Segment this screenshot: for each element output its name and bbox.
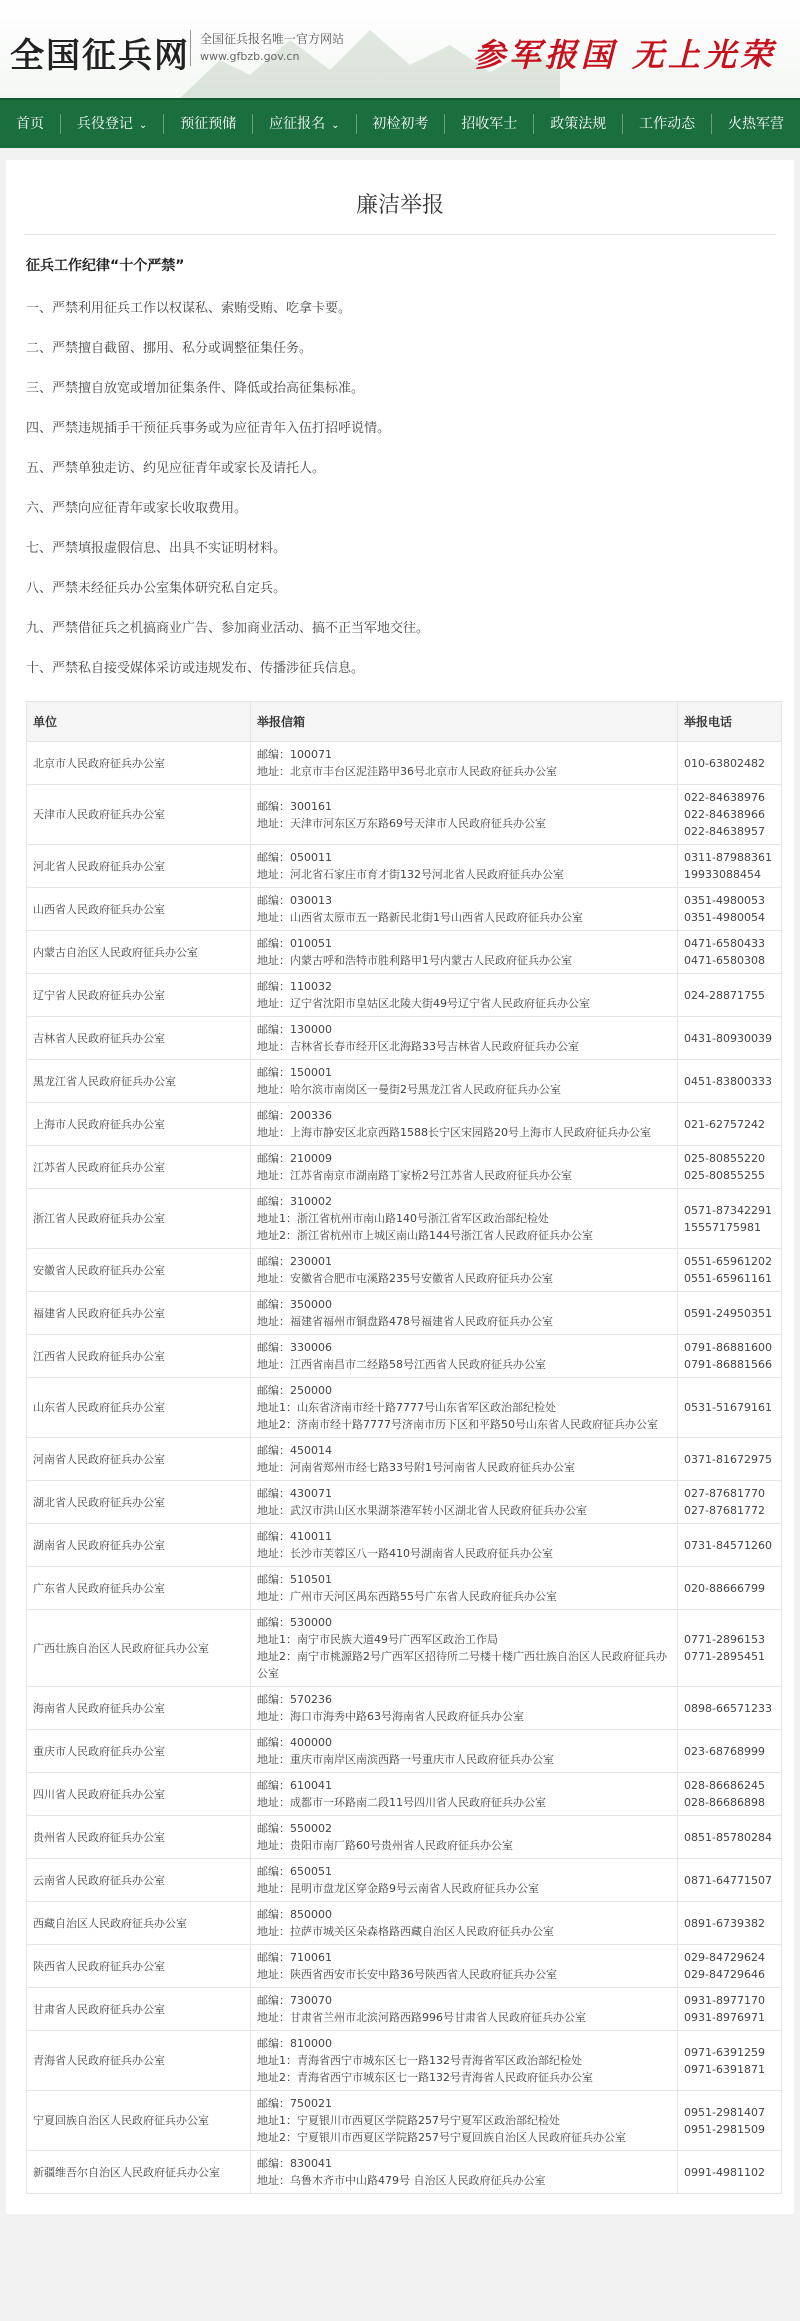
nav-item-policy[interactable] bbox=[534, 99, 622, 149]
unit-cell: 甘肃省人民政府征兵办公室 bbox=[27, 1988, 251, 2031]
phone-number: 0551-65961202 bbox=[684, 1255, 772, 1268]
mailbox-line: 邮编：710061 bbox=[257, 1951, 332, 1964]
mailbox-cell bbox=[251, 1524, 678, 1567]
phone-number: 0771-2896153 bbox=[684, 1633, 765, 1646]
mailbox-line: 邮编：810000 bbox=[257, 2037, 332, 2050]
mailbox-line: 邮编：650051 bbox=[257, 1865, 332, 1878]
nav-label: 招收军士 bbox=[461, 116, 518, 132]
discipline-rules bbox=[6, 235, 794, 689]
phone-number: 0371-81672975 bbox=[684, 1452, 772, 1466]
phone-cell bbox=[678, 1438, 782, 1481]
phone-cell bbox=[678, 1730, 782, 1773]
phone-number: 023-68768999 bbox=[684, 1744, 765, 1758]
phone-number: 027-87681770 bbox=[684, 1487, 765, 1500]
mailbox-line: 地址：内蒙古呼和浩特市胜利路甲1号内蒙古人民政府征兵办公室 bbox=[257, 954, 572, 967]
phone-cell bbox=[678, 1189, 782, 1249]
mailbox-line: 地址2：浙江省杭州市上城区南山路144号浙江省人民政府征兵办公室 bbox=[257, 1229, 593, 1242]
mailbox-line: 地址：武汉市洪山区水果湖茶港军转小区湖北省人民政府征兵办公室 bbox=[257, 1504, 587, 1517]
phone-number: 022-84638966 bbox=[684, 808, 765, 821]
mailbox-line: 地址：北京市丰台区泥洼路甲36号北京市人民政府征兵办公室 bbox=[257, 765, 557, 778]
phone-number: 0351-4980053 bbox=[684, 894, 765, 907]
phone-number: 0971-6391259 bbox=[684, 2045, 765, 2059]
table-row bbox=[27, 1438, 782, 1481]
mailbox-line: 邮编：730070 bbox=[257, 1994, 332, 2007]
nav-item-registration[interactable] bbox=[61, 99, 163, 149]
mailbox-line: 地址：广州市天河区禺东西路55号广东省人民政府征兵办公室 bbox=[257, 1590, 557, 1603]
phone-number: 010-63802482 bbox=[684, 756, 765, 770]
mailbox-line: 地址：成都市一环路南二段11号四川省人民政府征兵办公室 bbox=[257, 1796, 546, 1809]
phone-cell bbox=[678, 1816, 782, 1859]
mailbox-cell bbox=[251, 1292, 678, 1335]
table-row bbox=[27, 1773, 782, 1816]
phone-cell bbox=[678, 1859, 782, 1902]
mailbox-line: 地址：昆明市盘龙区穿金路9号云南省人民政府征兵办公室 bbox=[257, 1882, 539, 1895]
unit-cell: 四川省人民政府征兵办公室 bbox=[27, 1773, 251, 1816]
mailbox-line: 邮编：110032 bbox=[257, 980, 332, 993]
phone-cell bbox=[678, 1146, 782, 1189]
mailbox-line: 地址2：宁夏银川市西夏区学院路257号宁夏回族自治区人民政府征兵办公室 bbox=[257, 2131, 626, 2144]
phone-cell bbox=[678, 845, 782, 888]
mailbox-line: 邮编：210009 bbox=[257, 1152, 332, 1165]
mailbox-line: 邮编：230001 bbox=[257, 1255, 332, 1268]
mailbox-cell bbox=[251, 1902, 678, 1945]
mailbox-line: 地址：陕西省西安市长安中路36号陕西省人民政府征兵办公室 bbox=[257, 1968, 557, 1981]
mailbox-line: 地址：天津市河东区万东路69号天津市人民政府征兵办公室 bbox=[257, 816, 546, 830]
phone-cell bbox=[678, 1378, 782, 1438]
mailbox-line: 邮编：030013 bbox=[257, 894, 332, 907]
table-row bbox=[27, 888, 782, 931]
phone-number: 029-84729646 bbox=[684, 1968, 765, 1981]
phone-number: 0771-2895451 bbox=[684, 1650, 765, 1663]
unit-cell: 青海省人民政府征兵办公室 bbox=[27, 2031, 251, 2091]
unit-cell: 山西省人民政府征兵办公室 bbox=[27, 888, 251, 931]
mailbox-cell bbox=[251, 974, 678, 1017]
mailbox-cell bbox=[251, 2031, 678, 2091]
unit-cell: 贵州省人民政府征兵办公室 bbox=[27, 1816, 251, 1859]
unit-cell: 江苏省人民政府征兵办公室 bbox=[27, 1146, 251, 1189]
rules-heading: 征兵工作纪律“十个严禁” bbox=[26, 258, 185, 274]
unit-cell: 山东省人民政府征兵办公室 bbox=[27, 1378, 251, 1438]
article-content bbox=[6, 160, 794, 2214]
phone-number: 020-88666799 bbox=[684, 1581, 765, 1595]
mailbox-line: 地址：江西省南昌市二经路58号江西省人民政府征兵办公室 bbox=[257, 1358, 546, 1371]
table-row bbox=[27, 1481, 782, 1524]
chevron-down-icon: ⌄ bbox=[138, 120, 148, 131]
page-title: 廉洁举报 bbox=[355, 193, 444, 218]
table-row bbox=[27, 931, 782, 974]
unit-cell: 内蒙古自治区人民政府征兵办公室 bbox=[27, 931, 251, 974]
main-navigation bbox=[0, 98, 800, 148]
mailbox-cell bbox=[251, 1687, 678, 1730]
mailbox-line: 邮编：510501 bbox=[257, 1573, 332, 1586]
table-row bbox=[27, 2151, 782, 2194]
rule-item: 三、严禁擅自放宽或增加征集条件、降低或抬高征集标准。 bbox=[26, 381, 365, 396]
mailbox-cell bbox=[251, 1017, 678, 1060]
mailbox-line: 邮编：250000 bbox=[257, 1384, 332, 1397]
phone-cell bbox=[678, 2031, 782, 2091]
phone-number: 0591-24950351 bbox=[684, 1306, 772, 1320]
mailbox-cell bbox=[251, 1610, 678, 1687]
mailbox-cell bbox=[251, 1481, 678, 1524]
phone-cell bbox=[678, 1249, 782, 1292]
table-row bbox=[27, 1859, 782, 1902]
site-header bbox=[0, 0, 800, 98]
mailbox-line: 地址：乌鲁木齐市中山路479号 自治区人民政府征兵办公室 bbox=[257, 2174, 546, 2187]
mailbox-line: 邮编：450014 bbox=[257, 1444, 332, 1457]
mailbox-line: 地址：海口市海秀中路63号海南省人民政府征兵办公室 bbox=[257, 1710, 524, 1723]
unit-cell: 天津市人民政府征兵办公室 bbox=[27, 785, 251, 845]
phone-number: 0851-85780284 bbox=[684, 1830, 772, 1844]
table-row bbox=[27, 974, 782, 1017]
unit-cell: 江西省人民政府征兵办公室 bbox=[27, 1335, 251, 1378]
phone-number: 0551-65961161 bbox=[684, 1272, 772, 1285]
mailbox-line: 邮编：430071 bbox=[257, 1487, 332, 1500]
table-row bbox=[27, 1988, 782, 2031]
phone-cell bbox=[678, 1687, 782, 1730]
site-logo[interactable]: 全国征兵网 bbox=[10, 36, 190, 76]
unit-cell: 广西壮族自治区人民政府征兵办公室 bbox=[27, 1610, 251, 1687]
phone-cell bbox=[678, 1902, 782, 1945]
unit-cell: 海南省人民政府征兵办公室 bbox=[27, 1687, 251, 1730]
mailbox-cell bbox=[251, 2151, 678, 2194]
mailbox-line: 邮编：410011 bbox=[257, 1530, 332, 1543]
table-row bbox=[27, 1567, 782, 1610]
phone-number: 022-84638976 bbox=[684, 791, 765, 804]
mailbox-cell bbox=[251, 1859, 678, 1902]
logo-divider bbox=[190, 30, 191, 66]
phone-cell bbox=[678, 1988, 782, 2031]
mailbox-line: 邮编：750021 bbox=[257, 2097, 332, 2110]
unit-cell: 安徽省人民政府征兵办公室 bbox=[27, 1249, 251, 1292]
rule-item: 十、严禁私自接受媒体采访或违规发布、传播涉征兵信息。 bbox=[26, 661, 365, 676]
phone-cell bbox=[678, 2091, 782, 2151]
rule-item: 六、严禁向应征青年或家长收取费用。 bbox=[26, 501, 248, 516]
mailbox-line: 邮编：830041 bbox=[257, 2157, 332, 2170]
phone-number: 0871-64771507 bbox=[684, 1873, 772, 1887]
mailbox-cell bbox=[251, 1189, 678, 1249]
mailbox-line: 邮编：350000 bbox=[257, 1298, 332, 1311]
table-row bbox=[27, 845, 782, 888]
phone-number: 028-86686898 bbox=[684, 1796, 765, 1809]
mailbox-cell bbox=[251, 1773, 678, 1816]
phone-number: 0791-86881566 bbox=[684, 1358, 772, 1371]
table-row bbox=[27, 2031, 782, 2091]
site-url: www.gfbzb.gov.cn bbox=[200, 50, 300, 63]
column-header-phone: 举报电话 bbox=[678, 702, 782, 742]
unit-cell: 河南省人民政府征兵办公室 bbox=[27, 1438, 251, 1481]
mailbox-line: 邮编：400000 bbox=[257, 1736, 332, 1749]
table-row bbox=[27, 1249, 782, 1292]
phone-cell bbox=[678, 785, 782, 845]
phone-cell bbox=[678, 2151, 782, 2194]
phone-cell bbox=[678, 742, 782, 785]
column-header-unit: 单位 bbox=[27, 702, 251, 742]
mailbox-line: 地址：贵阳市南厂路60号贵州省人民政府征兵办公室 bbox=[257, 1839, 513, 1852]
phone-number: 0531-51679161 bbox=[684, 1401, 772, 1414]
column-header-mailbox: 举报信箱 bbox=[251, 702, 678, 742]
nav-label: 初检初考 bbox=[372, 116, 429, 132]
mailbox-line: 地址：哈尔滨市南岗区一曼街2号黑龙江省人民政府征兵办公室 bbox=[257, 1083, 561, 1096]
phone-number: 029-84729624 bbox=[684, 1951, 765, 1964]
phone-number: 021-62757242 bbox=[684, 1117, 765, 1131]
phone-cell bbox=[678, 1524, 782, 1567]
mailbox-line: 地址：福建省福州市铜盘路478号福建省人民政府征兵办公室 bbox=[257, 1315, 553, 1328]
phone-cell bbox=[678, 1773, 782, 1816]
phone-number: 0571-87342291 bbox=[684, 1203, 772, 1217]
mailbox-line: 邮编：330006 bbox=[257, 1341, 332, 1354]
rule-item: 八、严禁未经征兵办公室集体研究私自定兵。 bbox=[26, 581, 287, 596]
phone-cell bbox=[678, 1481, 782, 1524]
nav-label: 应征报名 bbox=[269, 116, 326, 132]
mailbox-line: 邮编：530000 bbox=[257, 1616, 332, 1629]
mailbox-cell bbox=[251, 785, 678, 845]
nav-item-nco-recruit[interactable] bbox=[445, 99, 533, 149]
mailbox-line: 地址1：宁夏银川市西夏区学院路257号宁夏军区政治部纪检处 bbox=[257, 2114, 560, 2127]
nav-label: 首页 bbox=[16, 116, 44, 132]
mailbox-line: 邮编：570236 bbox=[257, 1693, 332, 1706]
table-row bbox=[27, 1017, 782, 1060]
unit-cell: 上海市人民政府征兵办公室 bbox=[27, 1103, 251, 1146]
mailbox-cell bbox=[251, 742, 678, 785]
mailbox-line: 地址：河北省石家庄市育才街132号河北省人民政府征兵办公室 bbox=[257, 868, 564, 881]
table-row bbox=[27, 1189, 782, 1249]
mailbox-line: 地址1：山东省济南市经十路7777号山东省军区政治部纪检处 bbox=[257, 1401, 556, 1414]
mailbox-line: 邮编：200336 bbox=[257, 1109, 332, 1122]
nav-item-news[interactable] bbox=[623, 99, 711, 149]
mailbox-line: 地址：上海市静安区北京西路1588长宁区宋园路20号上海市人民政府征兵办公室 bbox=[257, 1126, 651, 1139]
nav-label: 火热军营 bbox=[728, 116, 785, 132]
table-row bbox=[27, 1335, 782, 1378]
unit-cell: 重庆市人民政府征兵办公室 bbox=[27, 1730, 251, 1773]
phone-number: 025-80855220 bbox=[684, 1152, 765, 1165]
phone-number: 027-87681772 bbox=[684, 1504, 765, 1517]
mailbox-cell bbox=[251, 1060, 678, 1103]
mailbox-line: 地址：吉林省长春市经开区北海路33号吉林省人民政府征兵办公室 bbox=[257, 1040, 579, 1053]
chevron-down-icon: ⌄ bbox=[331, 120, 340, 131]
mailbox-cell bbox=[251, 845, 678, 888]
phone-number: 025-80855255 bbox=[684, 1169, 765, 1182]
nav-item-barracks[interactable] bbox=[712, 99, 800, 149]
phone-number: 0931-8977170 bbox=[684, 1994, 765, 2007]
unit-cell: 新疆维吾尔自治区人民政府征兵办公室 bbox=[27, 2151, 251, 2194]
phone-number: 0951-2981509 bbox=[684, 2122, 765, 2136]
unit-cell: 宁夏回族自治区人民政府征兵办公室 bbox=[27, 2091, 251, 2151]
phone-cell bbox=[678, 1610, 782, 1687]
mailbox-line: 地址：甘肃省兰州市北滨河路西路996号甘肃省人民政府征兵办公室 bbox=[257, 2011, 586, 2024]
table-row bbox=[27, 1292, 782, 1335]
rule-item: 四、严禁违规插手干预征兵事务或为应征青年入伍打招呼说情。 bbox=[26, 421, 391, 436]
unit-cell: 北京市人民政府征兵办公室 bbox=[27, 742, 251, 785]
nav-item-pre-enlist[interactable] bbox=[164, 99, 252, 149]
phone-number: 0951-2981407 bbox=[684, 2105, 765, 2119]
phone-number: 15557175981 bbox=[684, 1220, 761, 1234]
table-row bbox=[27, 1816, 782, 1859]
rule-item: 五、严禁单独走访、约见应征青年或家长及请托人。 bbox=[26, 461, 326, 476]
mailbox-cell bbox=[251, 1335, 678, 1378]
unit-cell: 湖南省人民政府征兵办公室 bbox=[27, 1524, 251, 1567]
phone-number: 0931-8976971 bbox=[684, 2011, 765, 2024]
nav-item-initial-check[interactable] bbox=[356, 99, 444, 149]
mailbox-line: 地址：安徽省合肥市屯溪路235号安徽省人民政府征兵办公室 bbox=[257, 1272, 553, 1285]
mailbox-line: 邮编：610041 bbox=[257, 1779, 332, 1792]
table-row bbox=[27, 2091, 782, 2151]
phone-number: 024-28871755 bbox=[684, 988, 765, 1002]
table-row bbox=[27, 742, 782, 785]
phone-cell bbox=[678, 888, 782, 931]
mailbox-cell bbox=[251, 1730, 678, 1773]
phone-number: 0891-6739382 bbox=[684, 1916, 765, 1930]
unit-cell: 福建省人民政府征兵办公室 bbox=[27, 1292, 251, 1335]
mailbox-line: 地址：辽宁省沈阳市皇姑区北陵大街49号辽宁省人民政府征兵办公室 bbox=[257, 997, 590, 1010]
mailbox-line: 地址：江苏省南京市湖南路丁家桥2号江苏省人民政府征兵办公室 bbox=[257, 1169, 572, 1182]
mailbox-line: 邮编：130000 bbox=[257, 1023, 332, 1036]
phone-number: 028-86686245 bbox=[684, 1779, 765, 1792]
unit-cell: 浙江省人民政府征兵办公室 bbox=[27, 1189, 251, 1249]
mailbox-cell bbox=[251, 1988, 678, 2031]
phone-cell bbox=[678, 1945, 782, 1988]
table-row bbox=[27, 785, 782, 845]
unit-cell: 陕西省人民政府征兵办公室 bbox=[27, 1945, 251, 1988]
nav-item-home[interactable] bbox=[0, 99, 60, 149]
unit-cell: 河北省人民政府征兵办公室 bbox=[27, 845, 251, 888]
unit-cell: 云南省人民政府征兵办公室 bbox=[27, 1859, 251, 1902]
mailbox-line: 地址：河南省郑州市经七路33号附1号河南省人民政府征兵办公室 bbox=[257, 1461, 575, 1474]
nav-item-apply[interactable] bbox=[253, 99, 355, 149]
phone-cell bbox=[678, 974, 782, 1017]
table-row bbox=[27, 1524, 782, 1567]
mailbox-cell bbox=[251, 2091, 678, 2151]
nav-label: 工作动态 bbox=[639, 116, 696, 132]
mailbox-line: 地址2：南宁市桃源路2号广西军区招待所二号楼十楼广西壮族自治区人民政府征兵办公室 bbox=[257, 1650, 667, 1680]
phone-number: 0471-6580308 bbox=[684, 954, 765, 967]
phone-number: 022-84638957 bbox=[684, 825, 765, 838]
report-contact-table bbox=[26, 701, 782, 2194]
table-row bbox=[27, 1610, 782, 1687]
mailbox-line: 地址2：青海省西宁市城东区七一路132号青海省人民政府征兵办公室 bbox=[257, 2071, 593, 2084]
mailbox-cell bbox=[251, 931, 678, 974]
phone-number: 0991-4981102 bbox=[684, 2165, 765, 2179]
nav-label: 政策法规 bbox=[550, 116, 607, 132]
mailbox-line: 地址2：济南市经十路7777号济南市历下区和平路50号山东省人民政府征兵办公室 bbox=[257, 1418, 658, 1431]
mailbox-line: 邮编：010051 bbox=[257, 937, 332, 950]
phone-number: 0791-86881600 bbox=[684, 1341, 772, 1354]
mailbox-line: 邮编：550002 bbox=[257, 1822, 332, 1835]
mailbox-line: 地址1：南宁市民族大道49号广西军区政治工作局 bbox=[257, 1633, 498, 1646]
site-description: 全国征兵报名唯一官方网站 bbox=[200, 32, 345, 46]
phone-cell bbox=[678, 1567, 782, 1610]
table-header-row bbox=[27, 702, 782, 742]
mailbox-line: 地址1：青海省西宁市城东区七一路132号青海省军区政治部纪检处 bbox=[257, 2054, 582, 2067]
mailbox-cell bbox=[251, 1438, 678, 1481]
mailbox-cell bbox=[251, 888, 678, 931]
mailbox-line: 地址：山西省太原市五一路新民北街1号山西省人民政府征兵办公室 bbox=[257, 911, 583, 924]
mailbox-line: 邮编：050011 bbox=[257, 851, 332, 864]
phone-number: 0471-6580433 bbox=[684, 937, 765, 950]
unit-cell: 吉林省人民政府征兵办公室 bbox=[27, 1017, 251, 1060]
mailbox-line: 邮编：100071 bbox=[257, 748, 332, 761]
table-row bbox=[27, 1146, 782, 1189]
mailbox-cell bbox=[251, 1945, 678, 1988]
unit-cell: 黑龙江省人民政府征兵办公室 bbox=[27, 1060, 251, 1103]
table-row bbox=[27, 1103, 782, 1146]
mailbox-cell bbox=[251, 1816, 678, 1859]
mailbox-line: 邮编：150001 bbox=[257, 1066, 332, 1079]
phone-cell bbox=[678, 1335, 782, 1378]
unit-cell: 西藏自治区人民政府征兵办公室 bbox=[27, 1902, 251, 1945]
table-row bbox=[27, 1730, 782, 1773]
mailbox-line: 邮编：300161 bbox=[257, 799, 332, 813]
mailbox-cell bbox=[251, 1146, 678, 1189]
mailbox-line: 地址：拉萨市城关区朵森格路西藏自治区人民政府征兵办公室 bbox=[257, 1925, 554, 1938]
table-row bbox=[27, 1902, 782, 1945]
phone-number: 0451-83800333 bbox=[684, 1074, 772, 1088]
phone-number: 0971-6391871 bbox=[684, 2062, 765, 2076]
rule-item: 九、严禁借征兵之机搞商业广告、参加商业活动、搞不正当军地交往。 bbox=[26, 621, 430, 636]
mailbox-line: 地址1：浙江省杭州市南山路140号浙江省军区政治部纪检处 bbox=[257, 1212, 549, 1225]
table-row bbox=[27, 1687, 782, 1730]
phone-number: 0431-80930039 bbox=[684, 1031, 772, 1045]
table-body bbox=[27, 742, 782, 2194]
phone-cell bbox=[678, 1060, 782, 1103]
table-row bbox=[27, 1060, 782, 1103]
phone-cell bbox=[678, 1103, 782, 1146]
rule-item: 二、严禁擅自截留、挪用、私分或调整征集任务。 bbox=[26, 341, 313, 356]
table-row bbox=[27, 1945, 782, 1988]
phone-cell bbox=[678, 1292, 782, 1335]
phone-cell bbox=[678, 931, 782, 974]
mailbox-cell bbox=[251, 1378, 678, 1438]
nav-label: 预征预储 bbox=[180, 116, 237, 132]
mailbox-cell bbox=[251, 1103, 678, 1146]
phone-number: 0898-66571233 bbox=[684, 1701, 772, 1715]
phone-number: 19933088454 bbox=[684, 868, 761, 881]
rule-item: 一、严禁利用征兵工作以权谋私、索贿受贿、吃拿卡要。 bbox=[26, 301, 352, 316]
mailbox-cell bbox=[251, 1567, 678, 1610]
table-row bbox=[27, 1378, 782, 1438]
mailbox-line: 地址：长沙市芙蓉区八一路410号湖南省人民政府征兵办公室 bbox=[257, 1547, 553, 1560]
nav-label: 兵役登记 bbox=[76, 116, 133, 132]
phone-number: 0351-4980054 bbox=[684, 911, 765, 924]
mailbox-line: 邮编：310002 bbox=[257, 1195, 332, 1208]
phone-number: 0311-87988361 bbox=[684, 851, 772, 864]
mailbox-line: 地址：重庆市南岸区南滨西路一号重庆市人民政府征兵办公室 bbox=[257, 1753, 554, 1766]
phone-number: 0731-84571260 bbox=[684, 1538, 772, 1552]
unit-cell: 辽宁省人民政府征兵办公室 bbox=[27, 974, 251, 1017]
unit-cell: 广东省人民政府征兵办公室 bbox=[27, 1567, 251, 1610]
phone-cell bbox=[678, 1017, 782, 1060]
slogan-calligraphy: 参军报国 无上光荣 bbox=[472, 36, 776, 74]
unit-cell: 湖北省人民政府征兵办公室 bbox=[27, 1481, 251, 1524]
mailbox-line: 邮编：850000 bbox=[257, 1908, 332, 1921]
mailbox-cell bbox=[251, 1249, 678, 1292]
rule-item: 七、严禁填报虚假信息、出具不实证明材料。 bbox=[26, 541, 287, 556]
